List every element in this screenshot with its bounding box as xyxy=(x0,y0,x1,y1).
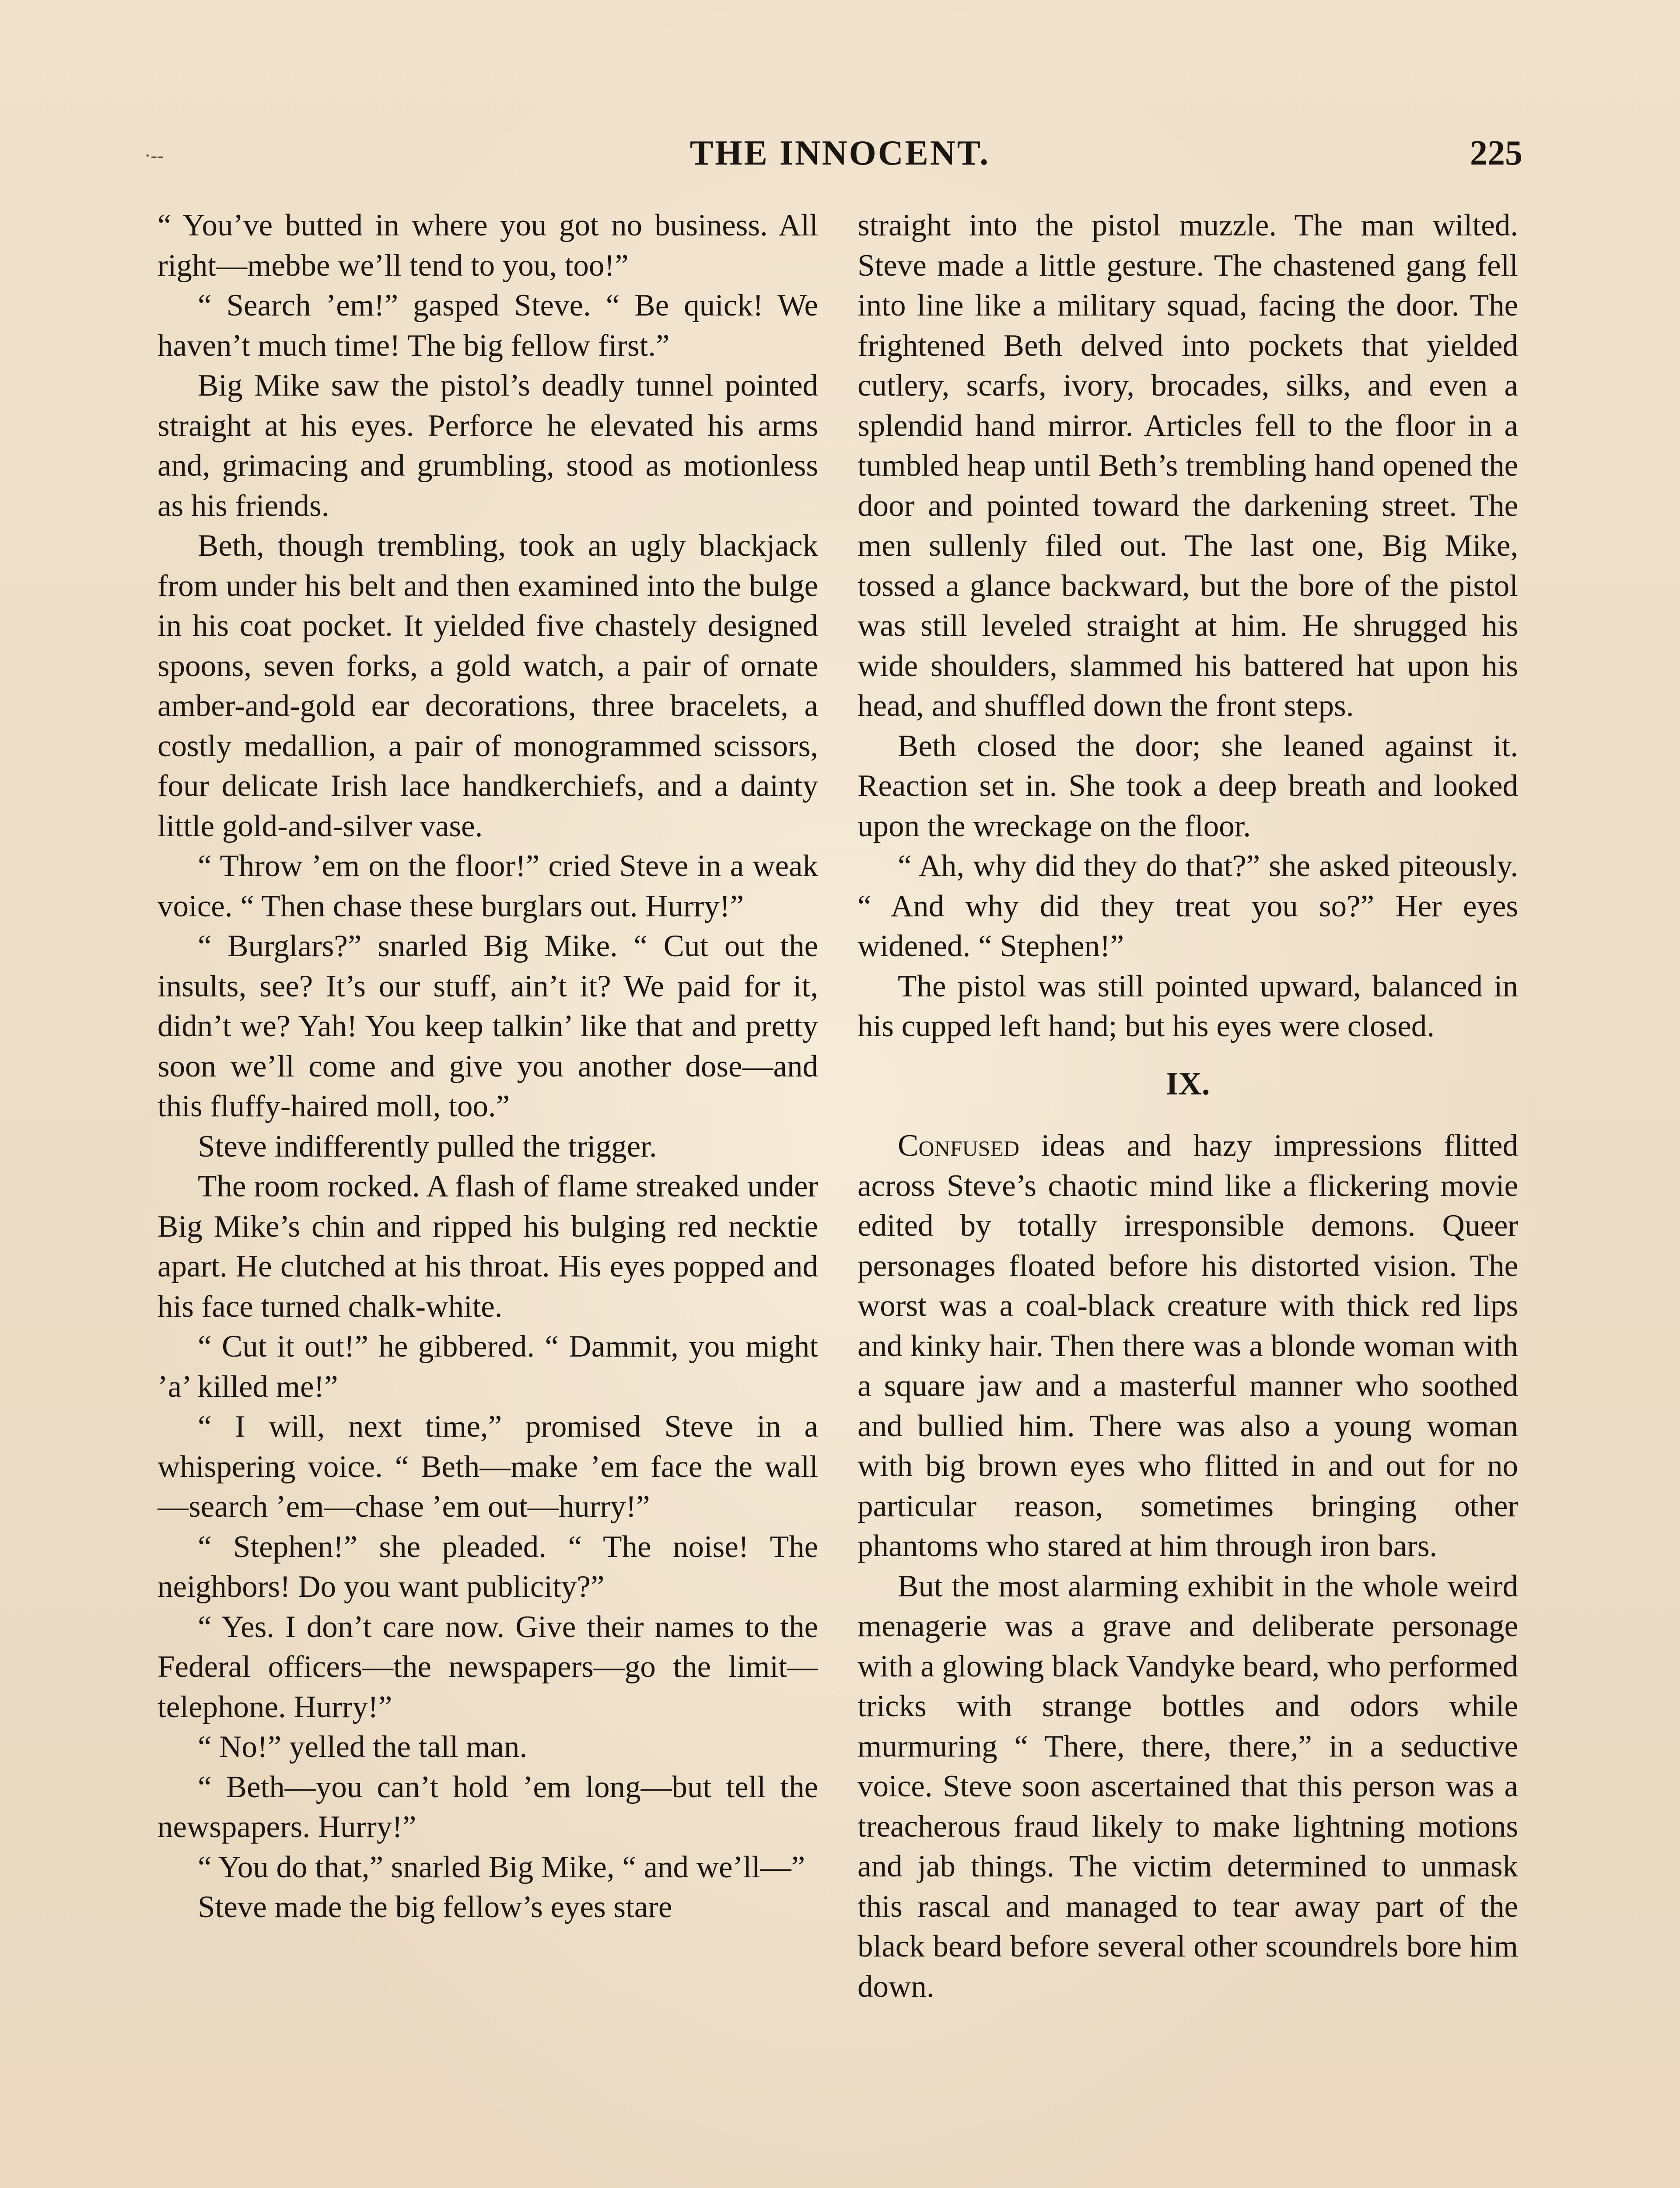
paragraph: “ I will, next time,” promised Steve in a whispering voice. “ Beth—make ’em face the wall—search ’em—chase ’em out—hurry!” xyxy=(158,1410,818,1524)
paragraph: Beth closed the door; she leaned against it. Reaction set in. She took a deep breath and looked upon the wreckage on the floor. xyxy=(858,729,1518,843)
paragraph: “ Beth—you can’t hold ’em long—but tell the newspapers. Hurry!” xyxy=(158,1770,818,1844)
right-column xyxy=(858,206,1518,2188)
paragraph: “ Cut it out!” he gibbered. “ Dammit, you might ’a’ killed me!” xyxy=(158,1329,818,1404)
chapter-first-word: Confused xyxy=(898,1129,1019,1163)
running-title: THE INNOCENT. xyxy=(690,134,990,172)
paragraph: Steve made the big fellow’s eyes stare xyxy=(198,1890,672,1924)
paragraph: Big Mike saw the pistol’s deadly tunnel pointed straight at his eyes. Perforce he elevated his arms and, grimacing and grumbling, stood as motionless as his friends. xyxy=(158,368,818,523)
paragraph: But the most alarming exhibit in the whole weird menagerie was a grave and deliberate personage with a glowing black Vandyke beard, who performed tricks with strange bottles and odors while murmuring “ There, there, there,” in a seductive voice. Steve soon ascertained that this person was a treacherous fraud likely to make lightning motions and jab things. The victim determined to unmask this rascal and managed to tear away part of the black beard before several other scoundrels bore him down. xyxy=(858,1569,1518,2004)
chapter-opening-paragraph xyxy=(858,1126,1518,1567)
paragraph: “ You’ve butted in where you got no business. All right—mebbe we’ll tend to you, too!” xyxy=(158,208,818,283)
continued-paragraph: straight into the pistol muzzle. The man wilted. Steve made a little gesture. The chastened gang fell into line like a military squad, facing the door. The frightened Beth delved into pockets that yielded cutlery, scarfs, ivory, brocades, silks, and even a splendid hand mirror. Articles fell to the floor in a tumbled heap until Beth’s trembling hand opened the door and pointed toward the darkening street. The men sullenly filed out. The last one, Big Mike, tossed a glance backward, but the bore of the pistol was still leveled straight at him. He shrugged his wide shoulders, slammed his battered hat upon his head, and shuffled down the front steps. xyxy=(858,208,1518,723)
paragraph: Beth, though trembling, took an ugly blackjack from under his belt and then examined into the bulge in his coat pocket. It yielded five chastely designed spoons, seven forks, a gold watch, a pair of ornate amber-and-gold ear decorations, three bracelets, a costly medallion, a pair of monogrammed scissors, four delicate Irish lace handkerchiefs, and a dainty little gold-and-silver vase. xyxy=(158,529,818,843)
paragraph: “ Search ’em!” gasped Steve. “ Be quick! We haven’t much time! The big fellow first.” xyxy=(158,288,818,363)
paragraph: “ No!” yelled the tall man. xyxy=(198,1730,528,1764)
left-column xyxy=(158,206,818,2188)
paragraph: “ You do that,” snarled Big Mike, “ and we’ll—” xyxy=(198,1850,805,1884)
paragraph: The pistol was still pointed upward, balanced in his cupped left hand; but his eyes were closed. xyxy=(858,969,1518,1043)
paragraph: “ Ah, why did they do that?” she asked piteously. “ And why did they treat you so?” Her eyes widened. “ Stephen!” xyxy=(858,849,1518,963)
paragraph: “ Stephen!” she pleaded. “ The noise! The neighbors! Do you want publicity?” xyxy=(158,1529,818,1604)
paragraph: “ Burglars?” snarled Big Mike. “ Cut out the insults, see? It’s our stuff, ain’t it? We paid for it, didn’t we? Yah! You keep talkin’ like that and pretty soon we’ll come and give you another dose—and this fluffy-haired moll, too.” xyxy=(158,929,818,1123)
running-header xyxy=(158,127,1522,179)
paragraph: “ Throw ’em on the floor!” cried Steve in a weak voice. “ Then chase these burglars out. Hurry!” xyxy=(158,849,818,923)
chapter-heading: IX. xyxy=(1166,1066,1210,1102)
paragraph: The room rocked. A flash of flame streaked under Big Mike’s chin and ripped his bulging red necktie apart. He clutched at his throat. His eyes popped and his face turned chalk-white. xyxy=(158,1169,818,1324)
page-corner-mark: ·‑‑ xyxy=(144,145,164,166)
chapter-opening-text: ideas and hazy impressions flitted across Steve’s chaotic mind like a flickering movie edited by totally irresponsible demons. Queer personages floated before his distorted vision. The worst was a coal-black creature with thick red lips and kinky hair. Then there was a blonde woman with a square jaw and a masterful manner who soothed and bullied him. There was also a young woman with big brown eyes who flitted in and out for no particular reason, sometimes bringing other phantoms who stared at him through iron bars. xyxy=(858,1129,1518,1563)
paragraph: Steve indifferently pulled the trigger. xyxy=(198,1129,657,1164)
page-number: 225 xyxy=(1470,134,1522,172)
paragraph: “ Yes. I don’t care now. Give their names to the Federal officers—the newspapers—go the limit—telephone. Hurry!” xyxy=(158,1609,818,1724)
